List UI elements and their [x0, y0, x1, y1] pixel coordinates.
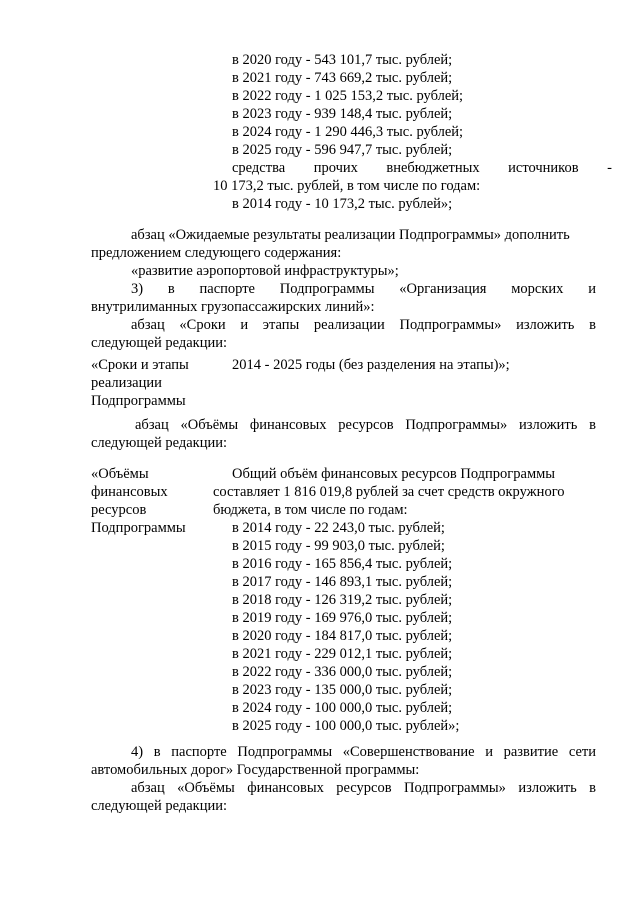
paragraph-volume-2: абзац «Объёмы финансовых ресурсов Подпрограммы» изложить в следующей редакции: [91, 780, 596, 814]
finance-year-line: в 2023 году - 135 000,0 тыс. рублей; [232, 682, 453, 698]
paragraph-volume: абзац «Объёмы финансовых ресурсов Подпрограммы» изложить в следующей редакции: [91, 417, 596, 451]
year-line: в 2020 году - 543 101,7 тыс. рублей; [232, 52, 453, 68]
finance-year-line: в 2018 году - 126 319,2 тыс. рублей; [232, 592, 453, 608]
finance-year-line: в 2021 году - 229 012,1 тыс. рублей; [232, 646, 453, 662]
finance-total: Общий объём финансовых ресурсов Подпрограммы составляет 1 816 019,8 рублей за счет средств окружного бюджета, в том числе по годам: [213, 466, 565, 518]
finance-year-line: в 2017 году - 146 893,1 тыс. рублей; [232, 574, 453, 590]
paragraph-expected-results-cont: предложением следующего содержания: [91, 245, 342, 261]
finance-year-line: в 2024 году - 100 000,0 тыс. рублей; [232, 700, 453, 716]
finance-year-line: в 2014 году - 22 243,0 тыс. рублей; [232, 520, 445, 536]
finance-year-line: в 2022 году - 336 000,0 тыс. рублей; [232, 664, 453, 680]
other-sources-year: в 2014 году - 10 173,2 тыс. рублей»; [232, 196, 453, 212]
year-line: в 2023 году - 939 148,4 тыс. рублей; [232, 106, 453, 122]
year-line: в 2024 году - 1 290 446,3 тыс. рублей; [232, 124, 464, 140]
finance-year-line: в 2016 году - 165 856,4 тыс. рублей; [232, 556, 453, 572]
terms-value: 2014 - 2025 годы (без разделения на этапы)»; [232, 357, 510, 373]
finance-year-line: в 2019 году - 169 976,0 тыс. рублей; [232, 610, 453, 626]
paragraph-item-3: 3) в паспорте Подпрограммы «Организация морских и внутрилиманных грузопассажирских линий»: [91, 281, 596, 315]
paragraph-terms: абзац «Сроки и этапы реализации Подпрограммы» изложить в следующей редакции: [91, 317, 596, 351]
finance-year-line: в 2015 году - 99 903,0 тыс. рублей; [232, 538, 445, 554]
paragraph-airport: «развитие аэропортовой инфраструктуры»; [131, 263, 399, 279]
year-line: в 2021 году - 743 669,2 тыс. рублей; [232, 70, 453, 86]
finance-label: «Объёмы финансовых ресурсов Подпрограммы [91, 466, 186, 536]
other-sources-amount: 10 173,2 тыс. рублей, в том числе по годам: [213, 178, 481, 194]
year-line: в 2025 году - 596 947,7 тыс. рублей; [232, 142, 453, 158]
terms-label: «Сроки и этапы реализации Подпрограммы [91, 357, 189, 409]
year-line: в 2022 году - 1 025 153,2 тыс. рублей; [232, 88, 464, 104]
other-sources-line: средства прочих внебюджетных источников - [232, 160, 612, 176]
finance-year-line: в 2025 году - 100 000,0 тыс. рублей»; [232, 718, 460, 734]
paragraph-expected-results: абзац «Ожидаемые результаты реализации Подпрограммы» дополнить [131, 227, 570, 243]
paragraph-item-4: 4) в паспорте Подпрограммы «Совершенствование и развитие сети автомобильных дорог» Государственной программы: [91, 744, 596, 778]
finance-year-line: в 2020 году - 184 817,0 тыс. рублей; [232, 628, 453, 644]
